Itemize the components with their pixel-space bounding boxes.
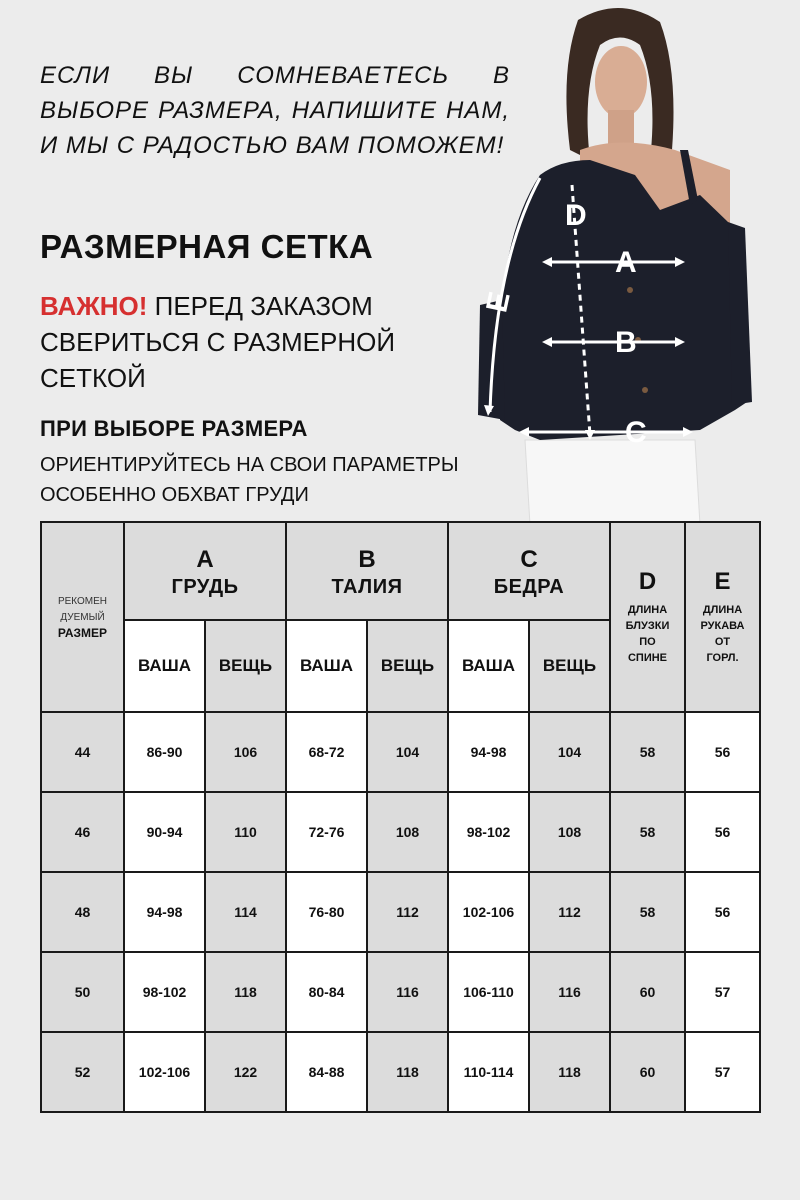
table-cell: 116 [367, 952, 448, 1032]
table-cell: 108 [529, 792, 610, 872]
col-e-header [685, 522, 760, 712]
table-cell: 94-98 [448, 712, 529, 792]
page-title: РАЗМЕРНАЯ СЕТКА [40, 228, 374, 265]
table-cell: 90-94 [124, 792, 205, 872]
table-cell: 108 [367, 792, 448, 872]
table-cell: 86-90 [124, 712, 205, 792]
table-cell: 98-102 [124, 952, 205, 1032]
choose-text: ОРИЕНТИРУЙТЕСЬ НА СВОИ ПАРАМЕТРЫ ОСОБЕННО ОБХВАТ ГРУДИ [40, 454, 459, 506]
sub-yours-a: ВАША [124, 620, 205, 712]
table-cell: 116 [529, 952, 610, 1032]
group-b-header [286, 522, 448, 620]
header-text: E [714, 568, 731, 595]
rec-size-header [41, 522, 124, 712]
important-label: ВАЖНО! [40, 291, 148, 321]
table-cell: 72-76 [286, 792, 367, 872]
arrow-label-b: B [615, 326, 637, 359]
table-cell: 84-88 [286, 1032, 367, 1112]
arrow-label-a: A [615, 246, 637, 279]
table-cell: 98-102 [448, 792, 529, 872]
header-text: ДУЕМЫЙ [60, 612, 105, 623]
table-cell: 102-106 [448, 872, 529, 952]
table-cell: 118 [367, 1032, 448, 1112]
table-cell: 102-106 [124, 1032, 205, 1112]
table-cell: 46 [41, 792, 124, 872]
table-cell: 44 [41, 712, 124, 792]
important-text: ПЕРЕД ЗАКАЗОМ СВЕРИТЬСЯ С РАЗМЕРНОЙ СЕТКОЙ [40, 291, 396, 393]
header-text: РЕКОМЕН [57, 596, 108, 607]
header-text: ПО [639, 636, 656, 648]
table-row [41, 952, 760, 1032]
table-cell: 58 [610, 712, 685, 792]
table-cell: 118 [529, 1032, 610, 1112]
table-cell: 58 [610, 792, 685, 872]
table-row [41, 1032, 760, 1112]
table-cell: 58 [610, 872, 685, 952]
table-row [41, 792, 760, 872]
table-cell: 60 [610, 1032, 685, 1112]
sub-yours-b: ВАША [286, 620, 367, 712]
table-cell: 56 [685, 792, 760, 872]
table-cell: 60 [610, 952, 685, 1032]
table-cell: 104 [529, 712, 610, 792]
table-cell: 104 [367, 712, 448, 792]
table-row [41, 872, 760, 952]
arrow-label-d: D [565, 199, 587, 232]
header-text: ТАЛИЯ [331, 575, 403, 598]
table-cell: 50 [41, 952, 124, 1032]
model-photo [460, 0, 800, 525]
header-text: СПИНЕ [627, 652, 668, 664]
table-cell: 106-110 [448, 952, 529, 1032]
arrow-label-c: C [625, 416, 647, 449]
table-cell: 106 [205, 712, 286, 792]
header-text: ГОРЛ. [706, 652, 739, 664]
table-row [41, 712, 760, 792]
sub-item-c: ВЕЩЬ [529, 620, 610, 712]
group-a-header [124, 522, 286, 620]
col-d-header [610, 522, 685, 712]
header-text: D [638, 568, 657, 595]
table-cell: 57 [685, 1032, 760, 1112]
header-text: ГРУДЬ [171, 575, 239, 598]
header-text: ДЛИНА [702, 604, 743, 616]
table-cell: 94-98 [124, 872, 205, 952]
header-text: C [520, 545, 538, 573]
table-cell: 112 [367, 872, 448, 952]
table-cell: 110-114 [448, 1032, 529, 1112]
important-note [40, 288, 420, 396]
table-cell: 52 [41, 1032, 124, 1112]
header-text: РАЗМЕР [57, 626, 108, 640]
sub-item-a: ВЕЩЬ [205, 620, 286, 712]
table-cell: 56 [685, 712, 760, 792]
table-cell: 112 [529, 872, 610, 952]
table-cell: 56 [685, 872, 760, 952]
sub-yours-c: ВАША [448, 620, 529, 712]
header-text: A [196, 545, 214, 573]
group-c-header [448, 522, 610, 620]
arrow-label-e: E [480, 288, 517, 316]
table-cell: 76-80 [286, 872, 367, 952]
header-text: ДЛИНА [627, 604, 668, 616]
table-cell: 48 [41, 872, 124, 952]
header-text: РУКАВА [700, 620, 745, 632]
header-text: ОТ [714, 636, 731, 648]
header-text: БЛУЗКИ [625, 620, 670, 632]
table-cell: 57 [685, 952, 760, 1032]
header-text: БЕДРА [493, 575, 565, 598]
size-table [40, 521, 761, 1113]
table-cell: 122 [205, 1032, 286, 1112]
table-cell: 114 [205, 872, 286, 952]
sub-item-b: ВЕЩЬ [367, 620, 448, 712]
choose-heading: ПРИ ВЫБОРЕ РАЗМЕРА [40, 416, 308, 441]
header-text: B [358, 545, 376, 573]
table-cell: 110 [205, 792, 286, 872]
table-cell: 68-72 [286, 712, 367, 792]
table-cell: 80-84 [286, 952, 367, 1032]
intro-text: ЕСЛИ ВЫ СОМНЕВАЕТЕСЬ В ВЫБОРЕ РАЗМЕРА, НАПИШИТЕ НАМ, И МЫ С РАДОСТЬЮ ВАМ ПОМОЖЕМ! [40, 62, 510, 159]
table-cell: 118 [205, 952, 286, 1032]
